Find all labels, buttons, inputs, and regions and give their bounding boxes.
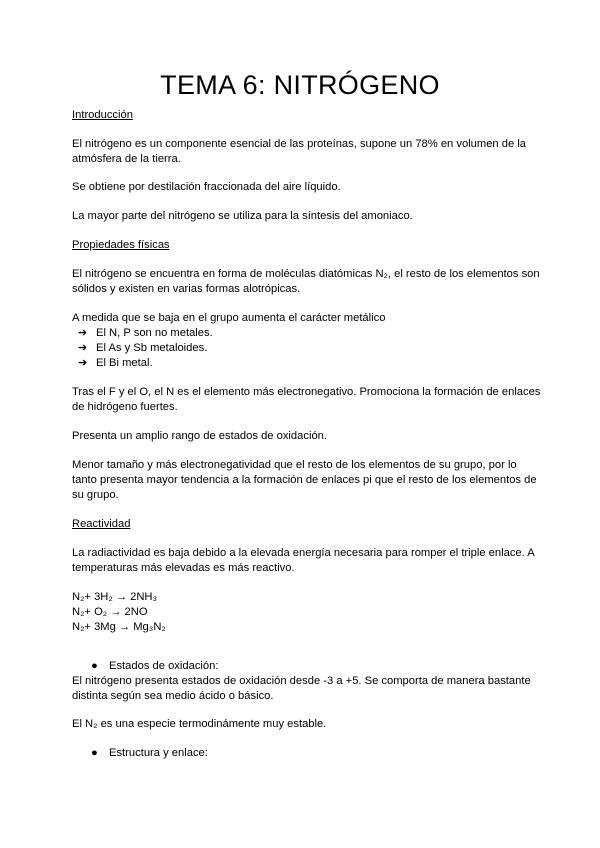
arrow-icon: ➔	[78, 342, 88, 354]
paragraph: El nitrógeno es un componente esencial de las proteínas, supone un 78% en volumen de la atmósfera de la tierra.	[72, 138, 527, 165]
paragraph: Presenta un amplio rango de estados de oxidación.	[72, 430, 327, 442]
paragraph: El nitrógeno se encuentra en forma de moléculas diatómicas N₂, el resto de los elementos son sólidos y existen en varias formas alotrópicas.	[72, 268, 540, 295]
paragraph: Tras el F y el O, el N es el elemento más electronegativo. Promociona la formación de enlaces de hidrógeno fuertes.	[72, 386, 541, 413]
section-heading-reactividad: Reactividad	[72, 518, 131, 530]
arrow-icon: ➔	[78, 327, 88, 339]
section-heading-propiedades-fisicas: Propiedades físicas	[72, 239, 170, 251]
paragraph: La radiactividad es baja debido a la elevada energía necesaria para romper el triple enlace. A temperaturas más elevadas es más reactivo.	[72, 547, 535, 574]
equation: N₂+ 3H₂ → 2NH₃	[72, 591, 158, 603]
document-page: TEMA 6: NITRÓGENO Introducción El nitrógeno es un componente esencial de las proteínas, supone un 78% en volumen de la atmósfera de la tierra. Se obtiene por destilación fraccionada del aire líquido. La mayor parte del nitrógeno se utiliza para la síntesis del amoniaco. Propiedades físicas El nitrógeno se encuentra en forma de moléculas diatómicas N₂, el resto de los elementos son sólidos y existen en varias formas alotrópicas. A medida que se baja en el grupo aumenta el carácter metálico ➔ El N, P son no metales. ➔ El As y Sb metaloides. ➔ El Bi metal. Tras el F y el O, el N es el elemento más electronegativo. Promociona la formación de enlaces de hidrógeno fuertes. Presenta un amplio rango de estados de oxidación. Menor tamaño y más electronegatividad que el resto de los elementos de su grupo, por lo tanto presenta mayor tendencia a la formación de enlaces pi que el resto de los elementos de su grupo. Reactividad La radiactividad es baja debido a la elevada energía necesaria para romper el triple enlace. A temperaturas más elevadas es más reactivo. N₂+ 3H₂ → 2NH₃ N₂+ O₂ → 2NO N₂+ 3Mg → Mg₃N₂ ● Estados de oxidación: El nitrógeno presenta estados de oxidación desde -3 a +5. Se comporta de manera bastante distinta según sea medio ácido o básico. El N₂ es una especie termodinámente muy estable. ● Estructura y enlace:	[0, 0, 600, 848]
paragraph: El nitrógeno presenta estados de oxidación desde -3 a +5. Se comporta de manera bastante distinta según sea medio ácido o básico.	[72, 675, 531, 702]
page-title: TEMA 6: NITRÓGENO	[160, 70, 440, 100]
paragraph: Se obtiene por destilación fraccionada del aire líquido.	[72, 181, 341, 193]
paragraph: Menor tamaño y más electronegatividad que el resto de los elementos de su grupo, por lo tanto presenta mayor tendencia a la formación de enlaces pi que el resto de los elementos de su grupo.	[72, 459, 537, 501]
equation: N₂+ 3Mg → Mg₃N₂	[72, 621, 166, 633]
arrow-icon: ➔	[78, 357, 88, 369]
section-heading-introduccion: Introducción	[72, 109, 133, 121]
paragraph: El N₂ es una especie termodinámente muy estable.	[72, 718, 327, 730]
bullet-icon: ●	[91, 747, 98, 759]
equation: N₂+ O₂ → 2NO	[72, 606, 148, 618]
paragraph: La mayor parte del nitrógeno se utiliza para la síntesis del amoniaco.	[72, 210, 413, 222]
bullet-icon: ●	[91, 660, 98, 672]
paragraph: A medida que se baja en el grupo aumenta el carácter metálico	[72, 312, 386, 324]
